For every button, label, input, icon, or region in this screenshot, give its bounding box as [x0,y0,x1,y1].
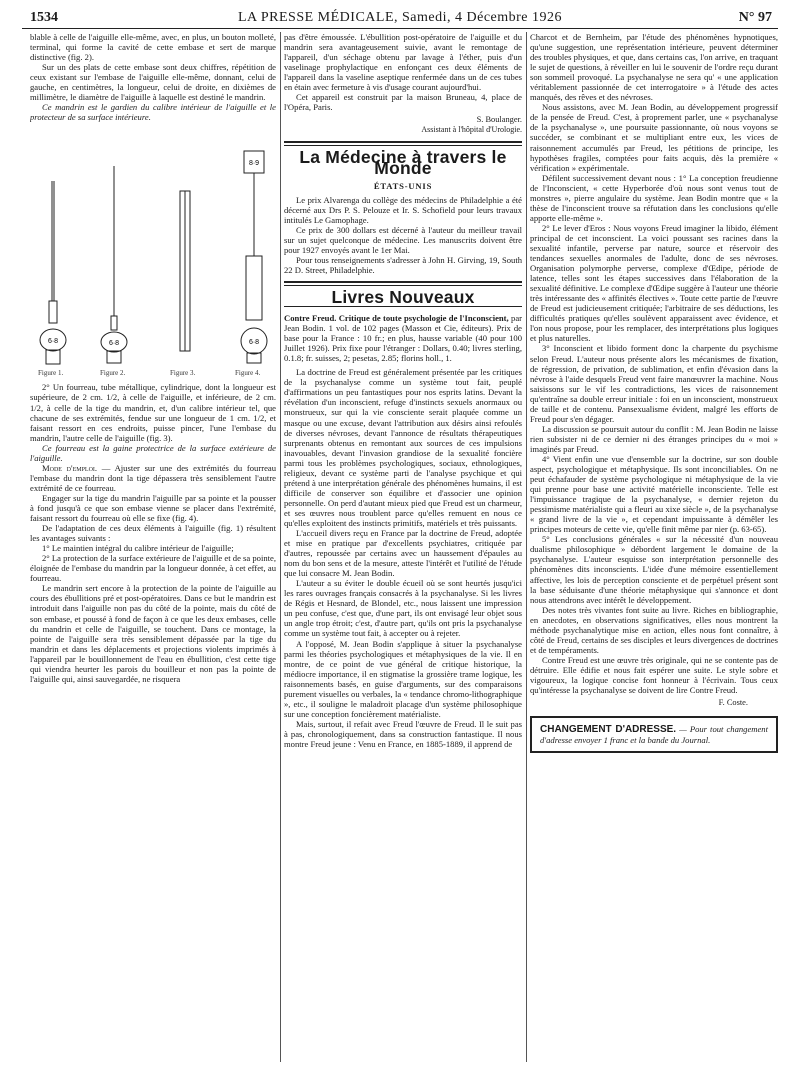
journal-title: LA PRESSE MÉDICALE, Samedi, 4 Décembre 1926 [237,10,563,25]
author-signature: S. Boulanger. [476,115,522,125]
figure-label: 6·8 [248,339,260,347]
issue-number: N° 97 [738,10,772,25]
paragraph: Ce fourreau est la gaine protectrice de la surface extérieure de l'aiguille. [30,442,276,463]
paragraph: 4° Vient enfin une vue d'ensemble sur la doctrine, sur son double aspect, psychologique et métaphysique. Ils sont inconciliables. On ne peut échafauder de système psychologique ni métaphysique de la vie qui prenne pour base une activité matérielle inconsciente. Telle est l'impuissance tragique de la psychanalyse, « dernier rejeton du pessimisme matérialiste qui a fleuri au xixe siècle », de la psychanalyse « grand livre de la vie », et cependant impuissante à démêler les principes moteurs de cette vie, qu'elle finit même par nier (p. 63-65). [530,453,778,535]
column-divider [526,32,527,1062]
paragraph: 3° Inconscient et libido forment donc la charpente du psychisme selon Freud. L'auteur nous présente alors les mécanismes de fixation, de régression, de privation, de sublimation, et enfin d'évasion dans la névrose à l'aide desquels Freud vent faire manœuvrer la machine. Nous saisissons sur le vif les contradictions, les vices de raisonnement qu'entraîne sa double erreur initiale : foi en un inconscient, monstrueux de taille et de contenu. Pansexualisme évident, malgré les efforts de Freud pour s'en dégager. [530,343,778,424]
page-header [22,8,778,29]
figure-label: 6·8 [47,338,59,346]
book-title: Contre Freud. Critique de toute psychologie de l'Inconscient, [284,313,509,324]
paragraph: La doctrine de Freud est généralement présentée par les critiques de la psychanalyse comme un système tout fait, peuplé d'affirmations un peu fantastiques pour nos esprits latins. Devant la révélation d'un inconscient, refuge d'instincts sexuels anormaux ou monstrueux, sur qui la vie consciente serait plaquée comme un masque ou une excuse, devant l'attribution aux désirs ainsi refoulés de diverses névroses, devant l'annonce de résultats thérapeutiques surprenants obtenus en remontant aux sources de ces impulsions inavouables, devant l'invasion grandiose de la sexualité foncière parmi tous les problèmes psychologiques, sociaux, ethnologiques, religieux, devant ce système parti de l'analyse psychique et qui prétend à une interprétation générale des phénomènes humains, il est difficile de conserver son équilibre et d'associer une opinion personnelle. On perd d'autant mieux pied que Freud est un charmeur, et ses œuvres nous troublent parce qu'elles remuent en nous ce qu'elles exploitent des instincts primitifs, matériels et très puissants. [284,367,522,528]
needle-illustration [30,126,276,378]
figure-4-drawing [241,151,267,363]
column-divider [280,32,281,1062]
paragraph: Défilent successivement devant nous : 1° La conception freudienne de l'Inconscient, « cette Hyperborée d'où nous sont venus tout de monstres », pierre angulaire du système. Jean Bodin montre que « la thèse de l'inconscient trouve sa réfutation dans les conclusions qu'elle apporte elle-même ». [530,172,778,223]
paragraph: Engager sur la tige du mandrin l'aiguille par sa pointe et la pousser à fond jusqu'à ce que son embase vienne se placer dans l'extrémité, faisant ressort du fourreau où elle se fixe (fig. 4). [30,492,276,524]
mode-label: Mode d'emploi. [42,462,98,473]
paragraph: Nous assistons, avec M. Jean Bodin, au développement progressif de la pensée de Freud. C'est, à proprement parler, une « psychanalyse de la psychanalyse », une poursuite passionnante, où nous voyons se succéder, se combinant et se multipliant entre eux, les vices de raisonnement accumulés par Freud, les pétitions de principe, les hypothèses fragiles, comptées pour faits acquis, dès la première « vérification » expérimentale. [530,102,778,173]
paragraph: De l'adaptation de ces deux éléments à l'aiguille (fig. 1) résultent les avantages suivants : [30,523,276,544]
paragraph: Le prix Alvarenga du collège des médecins de Philadelphie a été décerné aux Drs P. S. Pelouze et Ir. S. Schofield pour leurs travaux intitulés Le Gamophage. [284,194,522,225]
paragraph: Charcot et de Bernheim, par l'étude des phénomènes hypnotiques, qu'une suggestion, une représentation intérieure, peuvent déterminer des troubles physiques, et que, dans certains cas, l'on arrive, en traquant le sujet de questions, à réveiller en lui le souvenir de l'ordre reçu durant son sommeil provoqué. La psychanalyse ne sera qu' « une application véritablement passionnée de cet interrogatoire » à l'étude des actes manqués, des rêves et des névroses. [530,32,778,103]
paragraph: L'auteur a su éviter le double écueil où se sont heurtés jusqu'ici les rares ouvrages français consacrés à la psychanalyse. Si les livres de Régis et Hesnard, de Blondel, etc., nous laissent une impression un peu confuse, c'est que, d'une part, ils ont envisagé leur objet sous un angle trop étroit; c'est, d'autre part, qu'ils ont pris la psychanalyse comme un système tout fait, à accepter ou à rejeter. [284,578,522,639]
figure-caption: Figure 4. [235,369,261,378]
figure-caption: Figure 1. [38,369,64,378]
paragraph: Contre Freud est une œuvre très originale, qui ne se contente pas de détruire. Elle édifie et nous fait espérer une suite. Le style sobre et vigoureux, la logique concise font honneur à l'écrivain. Tous ceux qu'intéresse la psychanalyse se doivent de lire Contre Freud. [530,654,778,696]
section-rule [284,145,522,146]
figure-captions [30,367,276,378]
paragraph [30,463,276,493]
figure-3-drawing [180,191,190,351]
paragraph-text: — Ajuster sur une des extrémités du fourreau l'embase du mandrin dont la tige dépassera très sensiblement l'autre extrémité de ce fourreau. [30,462,276,493]
section-title-medecine: La Médecine à travers le Monde [299,147,507,178]
figure-label: 6·8 [108,340,120,348]
review-signature: F. Coste. [718,698,748,708]
figure-caption: Figure 2. [100,369,126,378]
paragraph: La discussion se poursuit autour du conflit : M. Jean Bodin ne laisse rien subsister ni de ce dernier ni des étranges principes du « moi » imaginés par Freud. [530,423,778,454]
column-1 [30,32,276,1078]
notice-title: CHANGEMENT D'ADRESSE. [540,724,677,736]
section-rule [284,141,522,143]
figure-needles [30,126,276,378]
paragraph: Le mandrin sert encore à la protection de la pointe de l'aiguille au cours des ébullitions pré et post-opératoires. Dans ce but le mandrin est introduit dans l'aiguille non pas du côté de la pointe, mais du côté de son embase, et poussé à fond de façon à ce que les deux embases, celle du mandrin et celle de l'aiguille, se touchent. Dans ce montage, la pointe de l'aiguille sera très sensiblement dépassée par la tige du mandrin et dans les déplacements et projections violents imprimés à l'appareil par le bouillonnement de l'eau en ébullition, c'est cette tige qui viendra heurter les parois du bouilleur et non pas la pointe de l'aiguille qui, ainsi sauvegardée, ne risquera [30,583,276,684]
figure-caption: Figure 3. [170,369,196,378]
paragraph: 2° Un fourreau, tube métallique, cylindrique, dont la longueur est supérieure, de 2 cm. 1/2, à celle de l'aiguille, et inférieure, de 2 cm. 1/2, à celle de la tige du mandrin, et, d'un calibre intérieur tel, que chacune de ses extrémités, fendue sur une longueur de 1 cm. 1/2, et faisant ressort en ces endroits, puisse pincer, l'une l'embase du mandrin, l'autre celle de l'aiguille (fig. 3). [30,382,276,443]
paragraph: 5° Les conclusions générales « sur la nécessité d'un nouveau dualisme philosophique » débordent largement le domaine de la psychanalyse. L'auteur esquisse son interprétation personnelle des phénomènes dits inconscients. L'idée d'une mémoire essentiellement affective, les lois de perception consciente et de perpétuel présent sont la base séduisante d'une théorie métaphysique qui s'annonce et dont nous attendrons avec intérêt le développement. [530,534,778,605]
paragraph: Ce mandrin est le gardien du calibre intérieur de l'aiguille et le protecteur de sa surface intérieure. [30,102,276,123]
paragraph: Des notes très vivantes font suite au livre. Riches en bibliographie, en anecdotes, en observations significatives, elles nous montrent la méthode psychanalytique mise en action, elles nous font connaître, à côté de Freud, certains de ses disciples et leurs divergences de doctrines et de tempéraments. [530,604,778,655]
author-role: Assistant à l'hôpital d'Urologie. [421,125,522,135]
paragraph: 1° Le maintien intégral du calibre intérieur de l'aiguille; [42,543,234,554]
column-3 [530,32,778,1078]
paragraph: Pour tous renseignements s'adresser à John H. Girving, 19, South 22 D. Street, Philadelphie. [284,254,522,275]
paragraph: Cet appareil est construit par la maison Bruneau, 4, place de l'Opéra, Paris. [284,92,522,113]
paragraph: blable à celle de l'aiguille elle-même, avec, en plus, un bouton molleté, terminal, qui forme la cavité de cette embase et sert de marque distinctive (fig. 2). [30,32,276,63]
page-number: 1534 [30,10,58,25]
address-change-notice [530,716,778,753]
book-reference [284,313,522,363]
paragraph: 2° Le lever d'Eros : Nous voyons Freud imaginer la libido, élément principal de cet inconscient. La voici poussant ses racines dans la sexualité infantile, perverse par nature, source et réservoir des tendances sexuelles anormales de l'adulte, donc de ses névroses. Organisation polymorphe perverse, complexe d'Œdipe, période de latence, telles sont les étapes successives dans l'élaboration de la sexualité définitive. Le complexe d'Œdipe suggère à l'auteur une théorie très intéressante des « affinités électives ». Toute cette partie de l'œuvre de Freud est judicieusement critiquée; l'arbitraire de ses déductions, les difficultés pratiques qu'elles soulèvent apparaissent avec évidence, et l'on nous propose, pour les remplacer, des interprétations plus logiques et plus naturelles. [530,222,778,344]
paragraph: A l'opposé, M. Jean Bodin s'applique à situer la psychanalyse parmi les théories psychologiques et métaphysiques de la vie. Il en montre, de ce point de vue général de critique historique, la médiocre importance, il en stigmatise la grossière trame logique, les raisonnements basés, en guise d'arguments, sur des comparaisons purement visuelles ou verbales, la « tendance chromo-lithographique », etc., il souligne le maladroit placage d'un système philosophique sur une conception foncièrement matérialiste. [284,638,522,719]
paragraph: L'accueil divers reçu en France par la doctrine de Freud, adoptée et mise en pratique par d'excellents psychiatres, critiquée par d'autres, repoussée par certains avec un haussement d'épaules au nom du bon sens et de la mesure, atteste l'intérêt et l'utilité de l'étude que lui consacre M. Jean Bodin. [284,528,522,579]
book-info: par Jean Bodin. 1 vol. de 102 pages (Masson et Cie, éditeurs). Prix de base pour la France : 10 fr.; en plus, hausse variable (40 pour 100 Juillet 1926). Prix fixe pour l'étranger : Dollars, 0.40; livres sterling, 0.1.8; fr. suisses, 2; pesetas, 2.85; florins holl., 1. [284,313,522,364]
section-rule [284,281,522,283]
figure-1-drawing [40,181,66,364]
paragraph: 2° La protection de la surface extérieure de l'aiguille et de sa pointe, éloignée de l'embase du mandrin par la longueur donnée, à cet effet, au fourreau. [30,553,276,584]
subhead-etats-unis: ÉTATS-UNIS [373,180,433,191]
paragraph: Ce prix de 300 dollars est décerné à l'auteur du meilleur travail sur un sujet quelconque de médecine. Les manuscrits doivent être pour 1927 envoyés avant le 1er Mai. [284,224,522,255]
figure-2-drawing [101,166,127,363]
paragraph: Mais, surtout, il refait avec Freud l'œuvre de Freud. Il le suit pas à pas, chronologiquement, dans sa construction fantastique. Il nous montre Freud jeune : Venu en France, en 1885-1889, il apprend de [284,718,522,749]
paragraph: pas d'être émoussée. L'ébullition post-opératoire de l'aiguille et du mandrin sera avantageusement suivie, avant le remontage de l'appareil, d'un séchage obtenu par lavage à l'éther, puis d'un vaselinage prophylactique en enfonçant ces deux éléments de l'appareil dans la vaseline aseptique renfermée dans un de ces tubes en étain avec fermeture à vis d'usage courant aujourd'hui. [284,32,522,93]
figure-label: 8·9 [248,160,260,168]
column-2 [284,32,522,1078]
section-title-livres: Livres Nouveaux [331,286,475,307]
notice-text: — Pour tout changement d'adresse envoyer 1 franc et la bande du Journal. [540,724,768,746]
paragraph: Sur un des plats de cette embase sont deux chiffres, répétition de ceux existant sur l'embase de l'aiguille elle-même, donnant, celui de gauche, en centimètres, la longueur, celui de droite, en dixièmes de millimètre, le diamètre de l'aiguille à laquelle est destiné le mandrin. [30,62,276,103]
section-rule [284,285,522,286]
